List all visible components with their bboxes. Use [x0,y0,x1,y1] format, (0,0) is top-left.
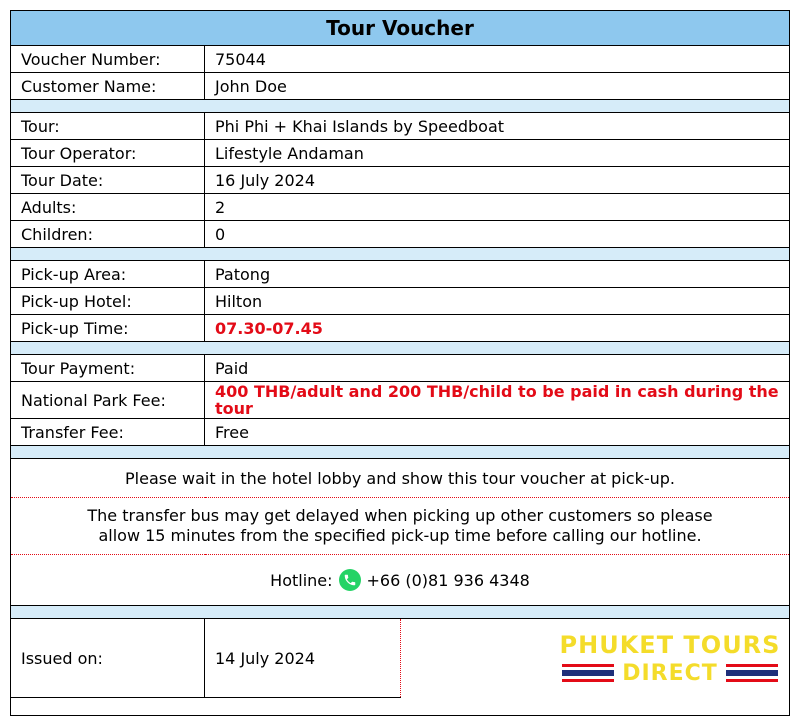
customer-name-label: Customer Name: [11,73,205,100]
phuket-tours-direct-logo [551,631,789,686]
voucher-number-label: Voucher Number: [11,46,205,73]
tour-value: Phi Phi + Khai Islands by Speedboat [205,113,790,140]
children-value: 0 [205,221,790,248]
issued-on-value: 14 July 2024 [205,619,401,698]
adults-label: Adults: [11,194,205,221]
customer-name-row [11,73,789,100]
voucher-number-row [11,46,789,73]
national-park-fee-cell [205,382,790,419]
tour-date-row [11,167,789,194]
section-spacer [11,100,789,113]
delay-message-row [11,498,789,555]
tour-payment-value: Paid [205,355,790,382]
national-park-fee-row [11,382,789,419]
pickup-area-label: Pick-up Area: [11,261,205,288]
voucher-table [11,46,789,619]
adults-value: 2 [205,194,790,221]
logo-line2-wrap [551,661,789,686]
tour-operator-value: Lifestyle Andaman [205,140,790,167]
logo-line2: DIRECT [622,660,718,686]
issued-on-label: Issued on: [11,619,205,698]
tour-operator-row [11,140,789,167]
pickup-area-value: Patong [205,261,790,288]
national-park-fee-label: National Park Fee: [11,382,205,419]
logo-cell [401,619,790,698]
children-label: Children: [11,221,205,248]
tour-payment-row [11,355,789,382]
hotline [270,569,530,591]
delay-message-line1: The transfer bus may get delayed when picking up other customers so please [87,506,713,525]
hotline-number[interactable]: +66 (0)81 936 4348 [366,570,530,590]
hotline-row [11,555,789,606]
tour-operator-label: Tour Operator: [11,140,205,167]
tour-voucher [10,10,790,716]
logo-line1: PHUKET TOURS [559,630,781,659]
tour-date-value: 16 July 2024 [205,167,790,194]
transfer-fee-label: Transfer Fee: [11,419,205,446]
footer-row [11,619,789,698]
pickup-area-row [11,261,789,288]
whatsapp-icon [339,569,361,591]
tour-date-label: Tour Date: [11,167,205,194]
thai-flag-right-icon [726,664,778,682]
tour-payment-label: Tour Payment: [11,355,205,382]
lobby-message: Please wait in the hotel lobby and show this tour voucher at pick-up. [11,459,789,498]
children-row [11,221,789,248]
transfer-fee-row [11,419,789,446]
thai-flag-left-icon [562,664,614,682]
pickup-time-row [11,315,789,342]
section-spacer [11,446,789,459]
hotline-cell [11,555,789,606]
pickup-hotel-value: Hilton [205,288,790,315]
voucher-number-value: 75044 [205,46,790,73]
delay-message-line2: allow 15 minutes from the specified pick-up time before calling our hotline. [98,526,702,545]
hotline-label: Hotline: [270,570,333,590]
transfer-fee-value: Free [205,419,790,446]
section-spacer [11,248,789,261]
pickup-time-value: 07.30-07.45 [205,315,790,342]
tour-label: Tour: [11,113,205,140]
tour-row [11,113,789,140]
pickup-time-label: Pick-up Time: [11,315,205,342]
footer-table [11,619,789,698]
pickup-hotel-row [11,288,789,315]
customer-name-value: John Doe [205,73,790,100]
pickup-hotel-label: Pick-up Hotel: [11,288,205,315]
national-park-fee-value: 400 THB/adult and 200 THB/child to be paid in cash during the tour [215,382,779,418]
section-spacer [11,342,789,355]
delay-message [11,498,789,555]
voucher-title: Tour Voucher [11,11,789,46]
section-spacer [11,606,789,619]
lobby-message-row [11,459,789,498]
adults-row [11,194,789,221]
